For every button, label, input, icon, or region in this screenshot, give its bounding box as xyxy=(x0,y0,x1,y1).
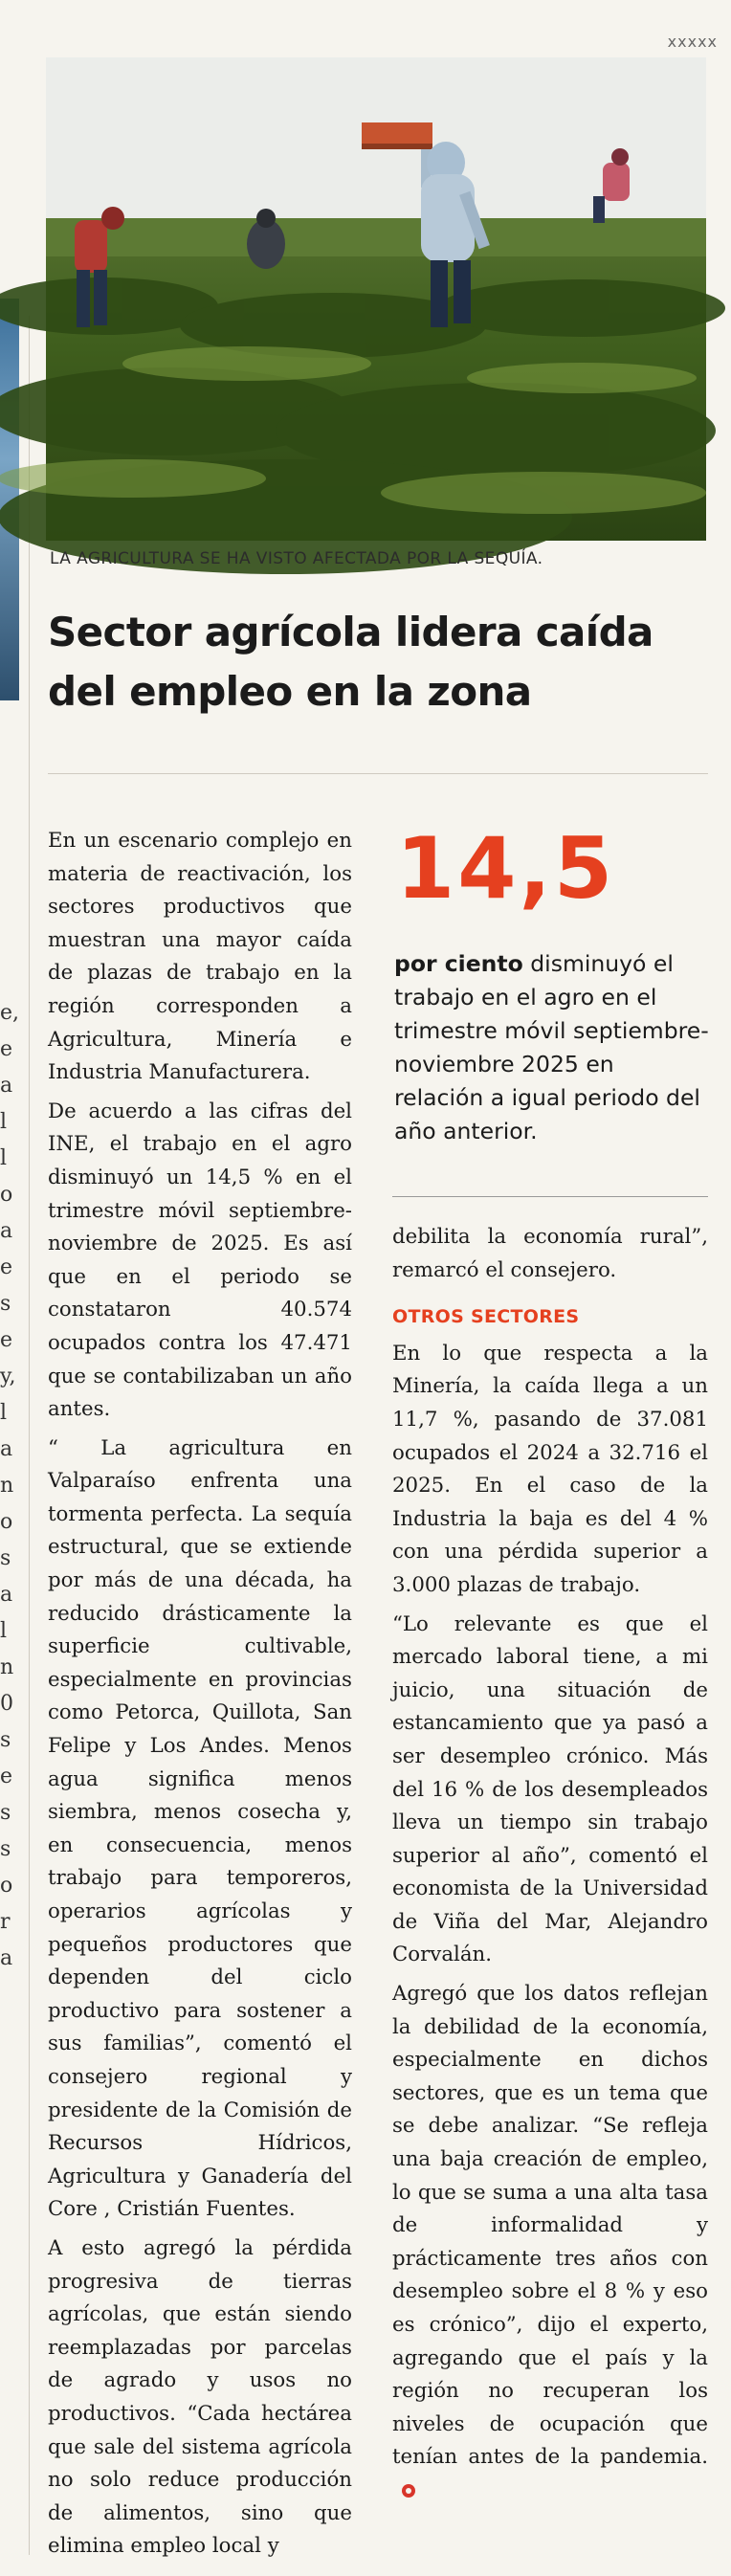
body-paragraph: En lo que respecta a la Minería, la caída llega a un 11,7 %, pasando de 37.081 ocupados el 2024 a 32.716 el 2025. En el caso de la Industria la baja es del 4 % con una pérdida superior a 3.000 plazas de trabajo. xyxy=(392,1341,708,1597)
highlight-number: 14,5 xyxy=(396,819,616,918)
highlight-statement xyxy=(394,947,710,1148)
photo-caption: LA AGRICULTURA SE HA VISTO AFECTADA POR LA SEQUÍA. xyxy=(50,549,543,568)
adjacent-column-fragment xyxy=(0,995,20,2555)
body-paragraph: “ La agricultura en Valparaíso enfrenta una tormenta perfecta. La sequía estructural, que se extiende por más de una década, ha reducido drásticamente la superficie cultivable, especialmente en provincias como Petorca, Quillota, San Felipe y Los Andes. Menos agua significa menos siembra, menos cosecha y, en consecuencia, menos trabajo para temporeros, operarios agrícolas y pequeños productores que dependen del ciclo productivo para sostener a sus familias”, comentó el consejero regional y presidente de la Comisión de Recursos Hídricos, Agricultura y Ganadería del Core , Cristián Fuentes. xyxy=(48,1435,352,2222)
end-of-article-icon xyxy=(402,2484,415,2498)
adjacent-column-fragment-line: e, xyxy=(0,1001,20,1025)
column-divider xyxy=(29,316,30,2555)
adjacent-column-fragment-line: s xyxy=(0,1546,11,1570)
adjacent-column-fragment-line: e xyxy=(0,1037,13,1061)
adjacent-column-fragment-line: l xyxy=(0,1619,8,1643)
body-paragraph: De acuerdo a las cifras del INE, el trabajo en el agro disminuyó un 14,5 % en el trimestre móvil septiembre-noviembre de 2025. Es así que en el periodo se constataron 40.574 ocupados contra los 47.471 que se contabilizaban un año antes. xyxy=(48,1099,352,1422)
adjacent-column-fragment-line: l xyxy=(0,1401,8,1425)
section-subhead: OTROS SECTORES xyxy=(392,1306,580,1328)
adjacent-column-fragment-line: y, xyxy=(0,1365,16,1388)
article-body-left xyxy=(48,825,352,2569)
headline-divider xyxy=(48,773,708,774)
adjacent-column-fragment-line: o xyxy=(0,1510,13,1534)
body-paragraph-continuation: debilita la economía rural”, remarcó el consejero. xyxy=(392,1225,708,1282)
adjacent-column-fragment-line: n xyxy=(0,1474,14,1498)
adjacent-column-fragment-line: 0 xyxy=(0,1692,13,1716)
body-paragraph: En un escenario complejo en materia de reactivación, los sectores productivos que muestran una mayor caída de plazas de trabajo en la región corresponden a Agricultura, Minería e Industria Manufacturera. xyxy=(48,829,352,1085)
article-body-right xyxy=(392,1221,708,2514)
adjacent-column-fragment-line: o xyxy=(0,1183,13,1207)
adjacent-column-fragment-line: e xyxy=(0,1765,13,1788)
adjacent-column-fragment-line: l xyxy=(0,1110,8,1134)
adjacent-column-fragment-line: a xyxy=(0,1219,13,1243)
adjacent-column-fragment-line: s xyxy=(0,1837,11,1861)
article-photo xyxy=(46,57,706,541)
adjacent-column-fragment-line: l xyxy=(0,1146,8,1170)
highlight-divider xyxy=(392,1196,708,1197)
body-paragraph-last xyxy=(392,1978,708,2508)
adjacent-column-fragment-line: a xyxy=(0,1437,13,1461)
adjacent-column-fragment-line: e xyxy=(0,1255,13,1279)
highlight-bold-lead: por ciento xyxy=(394,950,523,977)
page-folio: xxxxx xyxy=(667,33,718,51)
adjacent-column-fragment-line: a xyxy=(0,1074,13,1098)
adjacent-column-fragment-line: n xyxy=(0,1655,14,1679)
adjacent-column-fragment-line: r xyxy=(0,1910,11,1934)
article-headline: Sector agrícola lidera caída del empleo en la zona xyxy=(48,609,653,715)
highlight-text: disminuyó el trabajo en el agro en el trimestre móvil septiembre-noviembre 2025 en relación a igual periodo del año anterior. xyxy=(394,950,709,1144)
body-paragraph-text: Agregó que los datos reflejan la debilidad de la economía, especialmente en dichos sectores, que es un tema que se debe analizar. “Se refleja una baja creación de empleo, lo que se suma a una alta tasa de informalidad y prácticamente tres años con desempleo sobre el 8 % y eso es crónico”, dijo el experto, agregando que el país y la región no recuperan los niveles de ocupación que tenían antes de la pandemia. xyxy=(392,1982,708,2470)
adjacent-column-fragment-line: e xyxy=(0,1328,13,1352)
adjacent-column-fragment-line: s xyxy=(0,1292,11,1316)
adjacent-column-fragment-line: s xyxy=(0,1728,11,1752)
adjacent-column-fragment-line: a xyxy=(0,1946,13,1970)
body-paragraph: A esto agregó la pérdida progresiva de tierras agrícolas, que están siendo reemplazadas por parcelas de agrado y usos no productivos. “Cada hectárea que sale del sistema agrícola no solo reduce producción de alimentos, sino que elimina empleo local y xyxy=(48,2235,352,2559)
adjacent-column-fragment-line: o xyxy=(0,1874,13,1898)
adjacent-column-fragment-line: a xyxy=(0,1583,13,1607)
body-paragraph: “Lo relevante es que el mercado laboral tiene, a mi juicio, una situación de estancamiento que ya pasó a ser desempleo crónico. Más del 16 % de los desempleados lleva un tiempo sin trabajo superior al año”, comentó el economista de la Universidad de Viña del Mar, Alejandro Corvalán. xyxy=(392,1611,708,1967)
adjacent-column-fragment-line: s xyxy=(0,1801,11,1825)
